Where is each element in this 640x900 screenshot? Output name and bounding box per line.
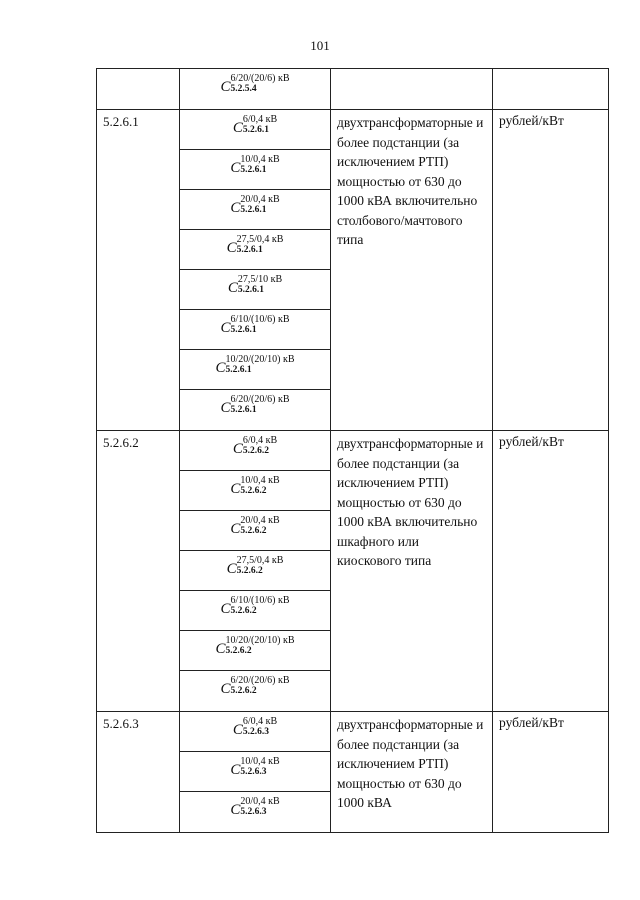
formula: C 6/20/(20/6) кВ 5.2.5.4 [220, 73, 290, 95]
description-cell [331, 69, 493, 110]
formula: C 20/0,4 кВ 5.2.6.1 [230, 194, 280, 216]
tariff-table [96, 68, 609, 833]
table-row [97, 110, 609, 431]
formula: C 6/10/(10/6) кВ 5.2.6.2 [220, 595, 290, 617]
item-code: 5.2.6.1 [97, 110, 180, 431]
unit-cell [493, 69, 609, 110]
formula: C 27,5/0,4 кВ 5.2.6.2 [226, 555, 284, 577]
item-unit: рублей/кВт [493, 110, 609, 431]
formula: C 6/0,4 кВ 5.2.6.1 [232, 114, 278, 136]
formula: C 6/20/(20/6) кВ 5.2.6.2 [220, 675, 290, 697]
formula-cell [180, 69, 331, 110]
formula: C 6/0,4 кВ 5.2.6.2 [232, 435, 278, 457]
item-description: двухтрансформаторные и более подстанции (за исключением РТП) мощностью от 630 до 1000 кВА включительно шкафного или киоскового типа [331, 431, 493, 712]
formula: C 27,5/0,4 кВ 5.2.6.1 [226, 234, 284, 256]
table-row [97, 69, 609, 110]
formula: C 27,5/10 кВ 5.2.6.1 [227, 274, 283, 296]
item-description: двухтрансформаторные и более подстанции (за исключением РТП) мощностью от 630 до 1000 кВА [331, 712, 493, 833]
formula: C 10/0,4 кВ 5.2.6.1 [230, 154, 280, 176]
formula: C 20/0,4 кВ 5.2.6.3 [230, 796, 280, 818]
formula: C 6/10/(10/6) кВ 5.2.6.1 [220, 314, 290, 336]
item-code: 5.2.6.2 [97, 431, 180, 712]
formula: C 10/0,4 кВ 5.2.6.3 [230, 756, 280, 778]
formula: C 10/20/(20/10) кВ 5.2.6.1 [215, 354, 295, 376]
formula: C 10/0,4 кВ 5.2.6.2 [230, 475, 280, 497]
formula-cell [180, 431, 331, 712]
formula: C 6/20/(20/6) кВ 5.2.6.1 [220, 394, 290, 416]
table-row [97, 431, 609, 712]
item-unit: рублей/кВт [493, 712, 609, 833]
page-number: 101 [310, 38, 330, 53]
item-unit: рублей/кВт [493, 431, 609, 712]
item-code: 5.2.6.3 [97, 712, 180, 833]
item-description: двухтрансформаторные и более подстанции (за исключением РТП) мощностью от 630 до 1000 кВА включительно столбового/мачтового типа [331, 110, 493, 431]
formula-cell [180, 110, 331, 431]
code-cell [97, 69, 180, 110]
table-row [97, 712, 609, 833]
formula: C 6/0,4 кВ 5.2.6.3 [232, 716, 278, 738]
formula: C 10/20/(20/10) кВ 5.2.6.2 [215, 635, 295, 657]
formula-cell [180, 712, 331, 833]
formula: C 20/0,4 кВ 5.2.6.2 [230, 515, 280, 537]
